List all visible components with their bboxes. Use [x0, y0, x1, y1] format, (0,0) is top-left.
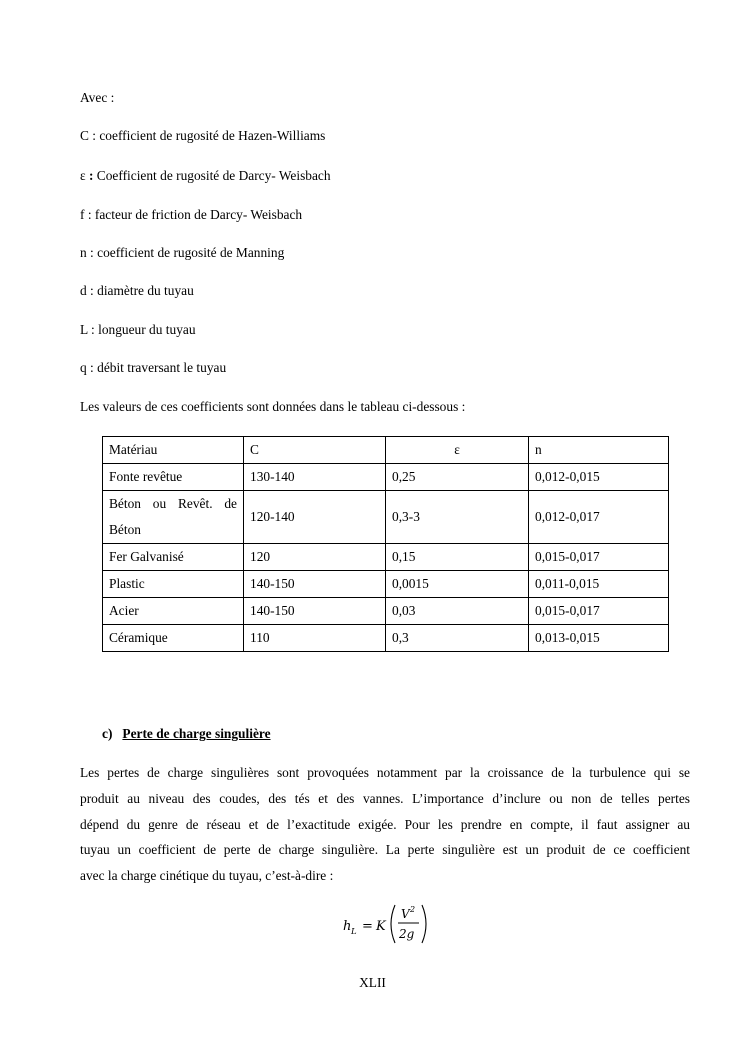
- cell-epsilon: 0,25: [386, 464, 529, 491]
- def-sep: :: [86, 283, 98, 298]
- section-heading: [102, 726, 271, 742]
- definition-l: [80, 322, 196, 338]
- formula-numerator-exp: 2: [410, 905, 416, 914]
- def-text: coefficient de rugosité de Hazen-Williams: [99, 128, 326, 143]
- table-row: [103, 491, 669, 544]
- head-loss-formula: [343, 900, 433, 948]
- cell-material-line1: Béton ou Revêt. de: [109, 496, 237, 511]
- cell-epsilon: 0,3-3: [386, 491, 529, 544]
- left-paren: [391, 905, 395, 943]
- cell-material: [103, 491, 244, 544]
- table-intro: Les valeurs de ces coefficients sont données dans le tableau ci-dessous :: [80, 399, 466, 414]
- header-epsilon: ε: [386, 437, 529, 464]
- cell-n: 0,011-0,015: [529, 571, 669, 598]
- def-sep: :: [85, 168, 97, 183]
- def-symbol: n: [80, 245, 87, 260]
- right-paren: [422, 905, 426, 943]
- header-c: C: [244, 437, 386, 464]
- cell-n: 0,015-0,017: [529, 598, 669, 625]
- def-symbol: d: [80, 283, 87, 298]
- table-row: [103, 544, 669, 571]
- paragraph-line: avec la charge cinétique du tuyau, c’est-à-dire :: [80, 868, 334, 884]
- def-sep: :: [86, 360, 98, 375]
- cell-material-line2: Béton: [109, 522, 141, 537]
- cell-material: Plastic: [103, 571, 244, 598]
- cell-n: 0,013-0,015: [529, 625, 669, 652]
- cell-c: 120: [244, 544, 386, 571]
- table-header-row: [103, 437, 669, 464]
- paragraph-line: produit au niveau des coudes, des tés et des vannes. L’importance d’inclure ou non de telles pertes: [80, 790, 690, 806]
- formula-equals: =: [362, 919, 373, 934]
- cell-material: Céramique: [103, 625, 244, 652]
- cell-n: 0,012-0,015: [529, 464, 669, 491]
- def-text: diamètre du tuyau: [97, 283, 194, 298]
- definition-d: [80, 283, 194, 299]
- section-marker: c): [102, 726, 113, 741]
- cell-n: 0,015-0,017: [529, 544, 669, 571]
- page-number: XLII: [359, 975, 386, 990]
- cell-c: 140-150: [244, 571, 386, 598]
- definition-q: [80, 360, 226, 376]
- table-row: [103, 598, 669, 625]
- def-text: débit traversant le tuyau: [97, 360, 227, 375]
- formula-denominator: 2g: [399, 927, 415, 941]
- section-title: Perte de charge singulière: [122, 726, 271, 741]
- coefficients-table: [102, 436, 669, 652]
- cell-n: 0,012-0,017: [529, 491, 669, 544]
- body-paragraph: [80, 760, 690, 889]
- def-text: longueur du tuyau: [98, 322, 196, 337]
- def-symbol: L: [80, 322, 88, 337]
- header-n: n: [529, 437, 669, 464]
- def-symbol: ε: [80, 168, 86, 183]
- definition-epsilon: [80, 168, 331, 184]
- table-row: [103, 464, 669, 491]
- paragraph-line: dépend du genre de réseau et de l’exactitude exigée. Pour les prendre en compte, il faut assigner au: [80, 816, 690, 832]
- definition-c: [80, 128, 325, 144]
- cell-c: 120-140: [244, 491, 386, 544]
- definition-f: [80, 207, 302, 223]
- table-row: [103, 571, 669, 598]
- cell-epsilon: 0,03: [386, 598, 529, 625]
- paragraph-line: Les pertes de charge singulières sont provoquées notamment par la croissance de la turbulence qui se: [80, 765, 690, 780]
- cell-material: Acier: [103, 598, 244, 625]
- table-row: [103, 625, 669, 652]
- def-sep: :: [87, 322, 99, 337]
- cell-epsilon: 0,0015: [386, 571, 529, 598]
- formula-numerator: V: [401, 907, 410, 921]
- formula-coef: K: [376, 919, 386, 934]
- paragraph-line: tuyau un coefficient de perte de charge singulière. La perte singulière est un produit de ce coefficient: [80, 842, 690, 858]
- cell-c: 130-140: [244, 464, 386, 491]
- cell-material: Fonte revêtue: [103, 464, 244, 491]
- definition-n: [80, 245, 284, 261]
- def-symbol: f: [80, 207, 85, 222]
- def-text: facteur de friction de Darcy- Weisbach: [94, 207, 303, 222]
- intro-text: Avec :: [80, 90, 115, 105]
- def-sep: :: [88, 128, 100, 143]
- def-symbol: C: [80, 128, 89, 143]
- cell-c: 110: [244, 625, 386, 652]
- formula-lhs-sub: L: [351, 927, 357, 937]
- formula-lhs: h: [343, 919, 352, 934]
- header-material: Matériau: [103, 437, 244, 464]
- cell-epsilon: 0,3: [386, 625, 529, 652]
- def-text: coefficient de rugosité de Manning: [97, 245, 285, 260]
- cell-material: Fer Galvanisé: [103, 544, 244, 571]
- def-sep: :: [84, 207, 95, 222]
- def-sep: :: [86, 245, 98, 260]
- def-text: Coefficient de rugosité de Darcy- Weisbach: [96, 168, 331, 183]
- cell-epsilon: 0,15: [386, 544, 529, 571]
- def-symbol: q: [80, 360, 87, 375]
- cell-c: 140-150: [244, 598, 386, 625]
